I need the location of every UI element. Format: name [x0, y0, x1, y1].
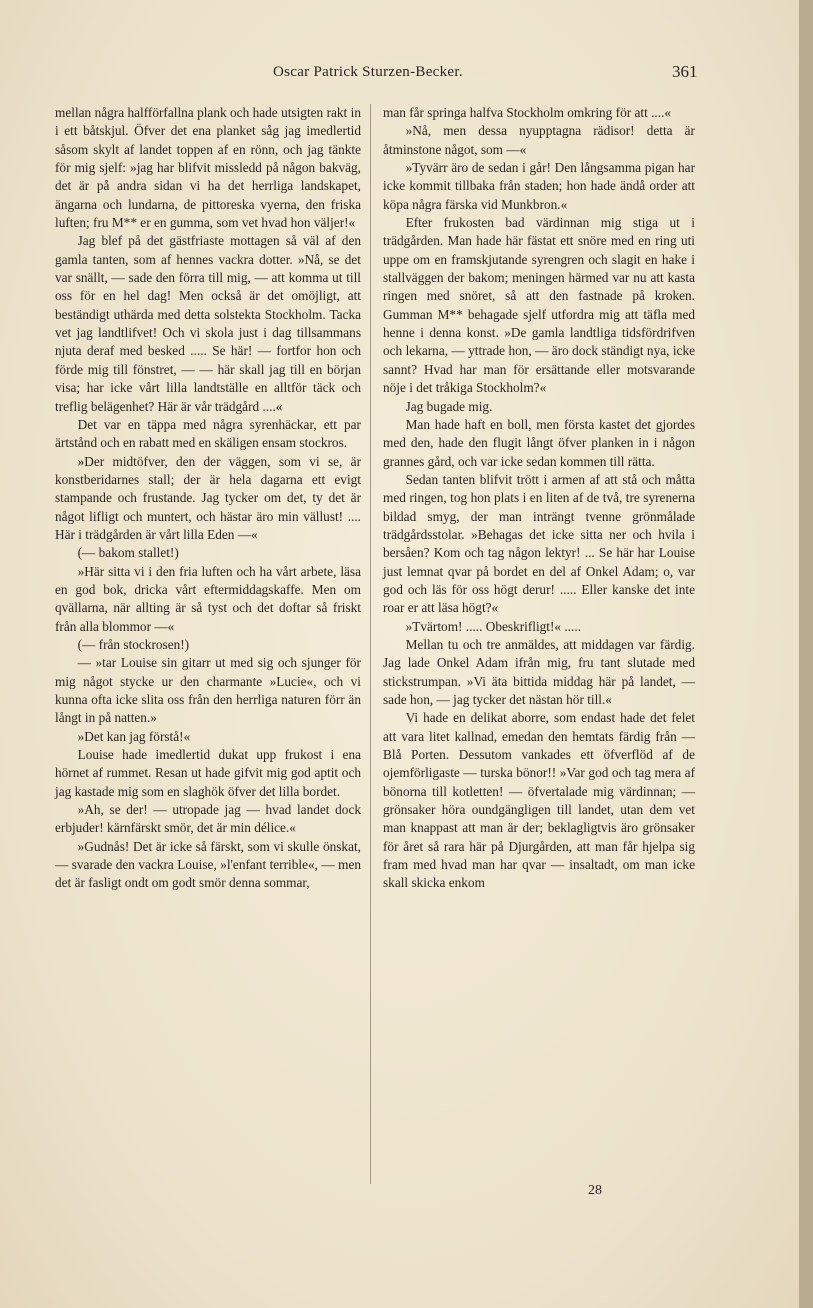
paragraph: Louise hade imedlertid dukat upp frukost i ena hörnet af rummet. Resan ut hade gifvit mig god aptit och jag kastade mig som en slaghök öfver det lilla bordet.	[55, 747, 361, 799]
paragraph: (— bakom stallet!)	[77, 545, 179, 561]
paragraph: — »tar Louise sin gitarr ut med sig och sjunger för mig något stycke ur den charmante »Lucie«, och vi kunna ofta icke slita oss från den herrliga naturen förr än långt in på natten.»	[55, 655, 361, 726]
running-title: Oscar Patrick Sturzen-Becker.	[273, 64, 463, 80]
paragraph: Vi hade en delikat aborre, som endast hade det felet att vara litet kallnad, emedan den hemtats färdig från — Blå Porten. Dessutom vankades ett öfverflöd af de ojemförligaste — turska bönor!! »Var god och tag mera af bönorna till kotletten! — öfvertalade mig värdinnan; — grönsaker höra oundgängligen till landet, utan dem vet man knappast att man är der; beklagligtvis äro grönsaker för året så rara här på Djurgården, att man får hjelpa sig fram med hvad man har qvar — insaltadt, om man icke skall skicka enkom	[383, 710, 695, 891]
paragraph: »Det kan jag förstå!«	[77, 728, 191, 744]
paragraph: »Här sitta vi i den fria luften och ha vårt arbete, läsa en god bok, dricka vårt eftermiddagskaffe. Men om qvällarna, när allting är så tyst och det doftar så friskt från alla blommor —«	[55, 563, 361, 634]
page-number: 361	[672, 62, 698, 81]
paragraph: (— från stockrosen!)	[77, 636, 190, 652]
paragraph: mellan några halfförfallna plank och hade utsigten rakt in i ett båtskjul. Öfver det ena planket såg jag imedlertid såsom skylt af landet toppen af en rönn, och jag tänkte för mig sjelf: »jag har blifvit missledd på någon bakväg, det är på andra sidan vi ha det herrliga landskapet, ängarna och lundarna, de pittoreska vyerna, den friska luften; fru M** er en gumma, som vet hvad hon väljer!«	[55, 105, 361, 231]
running-header	[0, 62, 813, 86]
paragraph: Efter frukosten bad värdinnan mig stiga ut i trädgården. Man hade här fästat ett snöre med en ring uti uppe om en framskjutande syrengren och slagit en hake i stallväggen der bakom; meningen härmed var nu att kasta ringen med snöret, så att den fastnade på kroken. Gumman M** behagade sjelf utfordra mig att täfla med henne i denna konst. »De gamla landtliga tidsfördrifven och lekarna, — yttrade hon, — äro dock ständigt nya, icke sannt? Hvad har man för ersättande eller motsvarande nöje i det tråkiga Stockholm?«	[383, 215, 695, 396]
paragraph: »Nå, men dessa nyupptagna rädisor! detta är åtminstone något, som —«	[383, 123, 695, 157]
paragraph: Mellan tu och tre anmäldes, att middagen var färdig. Jag lade Onkel Adam ifrån mig, fru tant slutade med stickstrumpan. »Vi äta bittida middag här på landet, — sade hon, — jag tycker det nästan hör till.«	[383, 636, 695, 707]
paragraph: Det var en täppa med några syrenhäckar, ett par ärtstånd och en rabatt med en skäligen ensam stockros.	[55, 416, 361, 451]
page-edge	[799, 0, 813, 1308]
paragraph: man får springa halfva Stockholm omkring för att ....«	[383, 105, 672, 120]
column-divider	[370, 104, 371, 1184]
paragraph: »Tyvärr äro de sedan i går! Den långsamma pigan har icke kommit tillbaka från staden; hon hade ändå order att köpa några färska vid Munkbron.«	[383, 160, 695, 212]
paragraph: »Ah, se der! — utropade jag — hvad landet dock erbjuder! kärnfärskt smör, det är min délice.«	[55, 802, 361, 836]
left-column	[55, 104, 361, 893]
paragraph: »Gudnås! Det är icke så färskt, som vi skulle önskat, — svarade den vackra Louise, »l'enfant terrible«, — men det är fasligt ondt om godt smör denna sommar,	[55, 838, 361, 891]
paragraph: Jag bugade mig.	[405, 398, 493, 414]
paragraph: Sedan tanten blifvit trött i armen af att stå och måtta med ringen, tog hon plats i en liten af de två, tre syrenerna bildad smyg, der man inträngt tvenne grönmålade trädgårdsstolar. »Behagas det icke sitta ner och hvila i bersåen? Kom och tag någon lektyr! ... Se här har Louise just lemnat qvar på bordet en del af Onkel Adam; o, var god och läs för oss högt derur! ..... Eller kanske det inte roar er att läsa högt?«	[383, 471, 695, 616]
signature-mark: 28	[588, 1183, 602, 1198]
paragraph: Man hade haft en boll, men första kastet det gjordes med den, hade den flugit långt öfver planken in i någon grannes gård, och var icke sedan kommen till rätta.	[383, 416, 695, 469]
paragraph: »Tvärtom! ..... Obeskrifligt!« .....	[405, 618, 582, 634]
right-column	[383, 104, 695, 893]
paragraph: Jag blef på det gästfriaste mottagen så väl af den gamla tanten, som af hennes vackra dotter. »Nå, se det var snällt, — sade den förra till mig, — att komma ut till oss för en hel dag! Men också är det omöjligt, att beständigt uthärda med detta solstekta Stockholm. Tacka vet jag landtlifvet! Och vi skola just i dag tillsammans njuta deraf med besked ..... Se här! — fortfor hon och förde mig till fönstret, — — här skall jag till en början visa; har icke vårt lilla landtställe en alltför täck och treflig belägenhet? Här är vår trädgård ....«	[55, 233, 361, 414]
paragraph: »Der midtöfver, den der väggen, som vi se, är konstberidarnes stall; der är hela dagarna ett evigt stampande och frustande. Jag tycker om det, ty det är något lifligt och muntert, och hästar äro min vällust! .... Här i trädgården är vårt lilla Eden —«	[55, 453, 361, 542]
